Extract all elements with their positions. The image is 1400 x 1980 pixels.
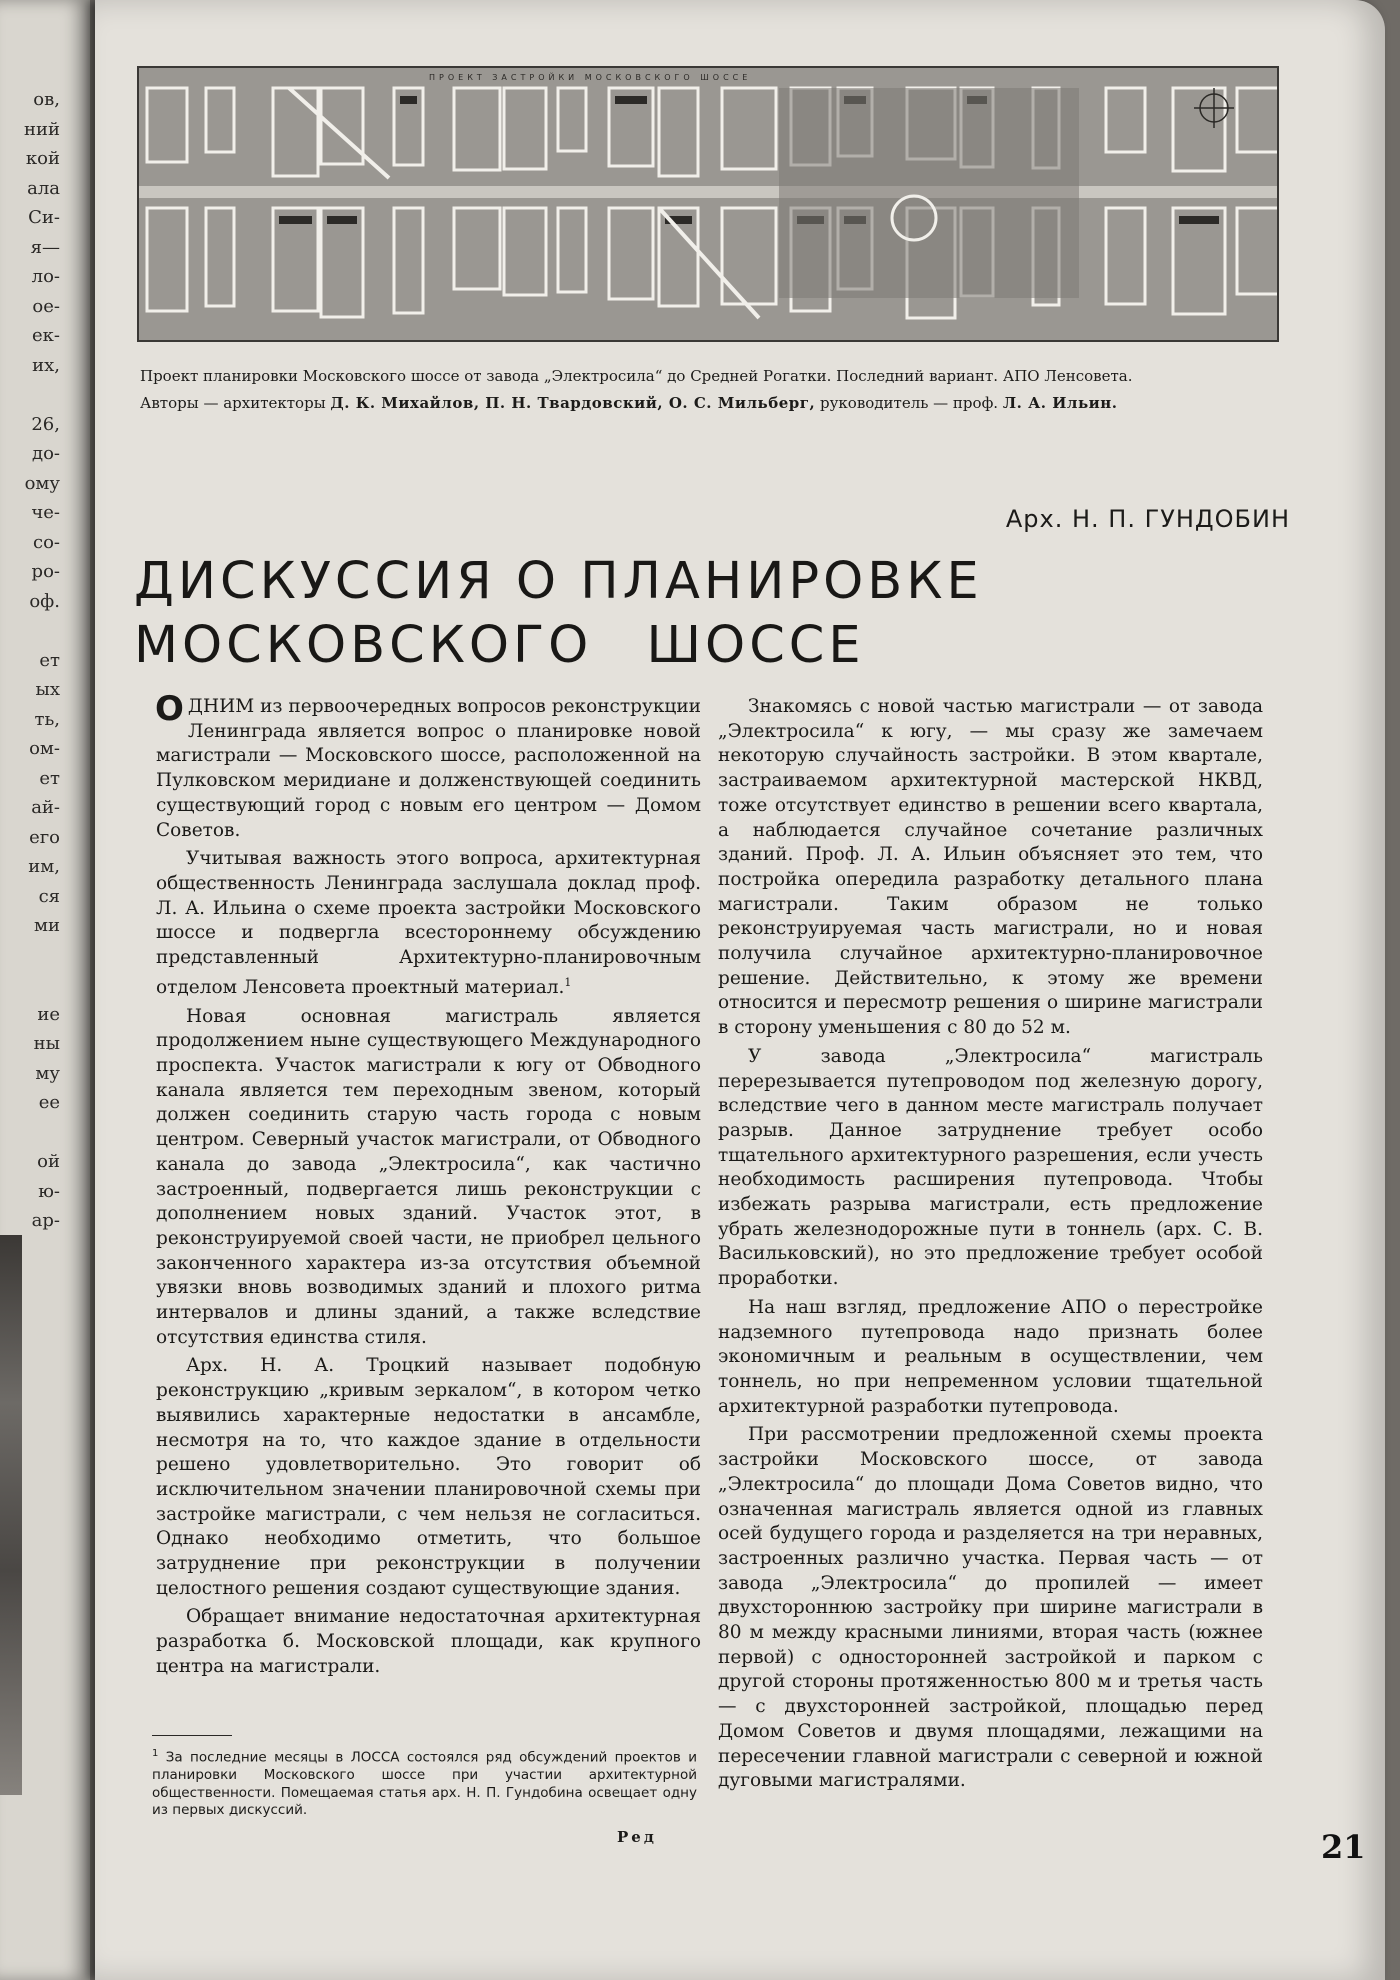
- text-column-right: [718, 695, 1263, 1798]
- plan-building-mark: [279, 216, 312, 224]
- facing-page-fragment: ны: [33, 1033, 60, 1054]
- facing-page-fragment: ой: [37, 1151, 60, 1172]
- footnote-reference: 1: [564, 975, 572, 989]
- article-title-line-1: ДИСКУССИЯ О ПЛАНИРОВКЕ: [134, 552, 983, 611]
- facing-page-photo-fragment: [0, 1235, 22, 1795]
- site-plan-figure: [137, 66, 1279, 342]
- facing-page-fragment: ю-: [38, 1180, 60, 1202]
- facing-page-fragment: ся: [38, 885, 60, 907]
- caption-line-1: Проект планировки Московского шоссе от завода „Электросила“ до Средней Рогатки. Последний вариант. АПО Ленсовета.: [140, 367, 1133, 385]
- facing-page-fragment: ов,: [33, 89, 60, 110]
- facing-page-fragment: [0, 1118, 60, 1148]
- plan-building-mark: [615, 96, 647, 104]
- facing-page-fragment: ом-: [29, 738, 60, 759]
- facing-page-fragment: ет: [39, 767, 60, 789]
- facing-page-fragment: ло-: [31, 266, 60, 287]
- facing-page-fragment: ми: [34, 915, 60, 936]
- facing-page-fragment: че-: [31, 502, 60, 523]
- facing-page-fragment: ых: [35, 679, 60, 700]
- facing-page-fragment: му: [35, 1062, 60, 1084]
- facing-page-fragment: ек-: [32, 325, 60, 346]
- paragraph-3: Новая основная магистраль является продолжением ныне существующего Международного проспекта. Участок магистрали к югу от Обводного канала является тем переходным звеном, который должен соединить старую часть города с новым центром. Северный участок магистрали, от Обводного канала до завода „Электросила“, как частично застроенный, подвергается лишь реконструкции с дополнением новых зданий. Участок этот, в реконструируемой своей части, не приобрел цельного законченного характера из-за отсутствия объемной увязки вновь возводимых зданий и плохого ритма интервалов и длины зданий, а также вследствие отсутствия единства стиля.: [156, 1005, 701, 1348]
- facing-page-fragment: до-: [31, 443, 60, 464]
- article-title-line-2: МОСКОВСКОГО ШОССЕ: [134, 616, 865, 675]
- facing-page-fragment: я—: [30, 236, 60, 258]
- facing-page-fragment: ое-: [32, 295, 60, 317]
- page-number: 21: [1321, 1828, 1366, 1866]
- paragraph-1: [155, 689, 701, 843]
- facing-page-fragment: Си-: [28, 207, 60, 228]
- facing-page-fragment: ому: [24, 472, 60, 494]
- paragraph-2: [156, 847, 701, 1000]
- plan-inscription: ПРОЕКТ ЗАСТРОЙКИ МОСКОВСКОГО ШОССЕ: [429, 73, 752, 82]
- facing-page-fragment: ть,: [34, 708, 60, 730]
- plan-park-area: [779, 88, 1079, 298]
- facing-page-fragment: ала: [27, 177, 60, 199]
- plan-building-mark: [400, 96, 417, 104]
- drop-cap: О: [155, 689, 184, 729]
- caption-line-2: [140, 390, 1280, 417]
- plan-building-mark: [327, 216, 357, 224]
- facing-page-fragment: ее: [38, 1092, 60, 1113]
- editor-mark: Ред: [617, 1828, 657, 1846]
- caption-authors: Д. К. Михайлов, П. Н. Твардовский, О. С. Мильберг,: [330, 394, 816, 412]
- footnote-divider: [152, 1735, 232, 1736]
- facing-page-text-fragments: [0, 85, 60, 1236]
- paragraph-8: На наш взгляд, предложение АПО о перестройке надземного путепровода надо признать более экономичным и реальным в осуществлении, чем тоннель, но при непременном условии тщательной архитектурной разработки путепровода.: [718, 1296, 1263, 1417]
- footnote-text: За последние месяцы в ЛОССА состоялся ряд обсуждений проектов и планировки Московского шоссе при участии архитектурной общественности. Помещаемая статья арх. Н. П. Гундобина освещает одну из первых дискуссий.: [152, 1749, 698, 1818]
- figure-caption: [140, 363, 1280, 417]
- facing-page-fragment: его: [29, 826, 60, 848]
- facing-page-fragment: [0, 380, 60, 410]
- text-column-left: [155, 689, 701, 1684]
- site-plan-drawing: [139, 68, 1277, 340]
- article-author: Арх. Н. П. ГУНДОБИН: [1005, 505, 1290, 533]
- caption-head-prefix: руководитель — проф.: [819, 394, 999, 412]
- facing-page-fragment: им,: [28, 856, 60, 877]
- paragraph-2-text: Учитывая важность этого вопроса, архитектурная общественность Ленинграда заслушала доклад проф. Л. А. Ильина о схеме проекта застройки Московского шоссе и подвергла всестороннему обсуждению представленный Архитектурно-планировочным отделом Ленсовета проектный материал.: [156, 848, 701, 998]
- facing-page-fragment: оф.: [29, 590, 60, 612]
- facing-page-fragment: со-: [33, 531, 60, 553]
- article-title: [134, 550, 1034, 678]
- facing-page-fragment: ний: [24, 118, 60, 140]
- facing-page-fragment: ие: [37, 1003, 60, 1025]
- facing-page-fragment: 26,: [31, 413, 60, 435]
- facing-page-fragment: ет: [39, 649, 60, 671]
- paragraph-6: Знакомясь с новой частью магистрали — от завода „Электросила“ к югу, — мы сразу же замечаем некоторую случайность застройки. В этом квартале, застраиваемом архитектурной мастерской НКВД, тоже отсутствует единство в решении всего квартала, а наблюдается случайное сочетание различных зданий. Проф. Л. А. Ильин объясняет это тем, что постройка опередила разработку детального плана магистрали. Таким образом не только реконструируемая часть магистрали, но и новая получила случайное архитектурно-планировочное решение. Действительно, к этому же времени относится и пересмотр решения о ширине магистрали в сторону уменьшения с 80 до 52 м.: [718, 696, 1263, 1039]
- facing-page-fragment: ро-: [31, 561, 60, 582]
- facing-page-fragment: [0, 970, 60, 1000]
- caption-authors-prefix: Авторы — архитекторы: [140, 394, 326, 412]
- footnote: [152, 1745, 697, 1820]
- paragraph-9: При рассмотрении предложенной схемы проекта застройки Московского шоссе, от завода „Электросила“ до площади Дома Советов видно, что означенная магистраль является одной из главных осей будущего города и разделяется на три неравных, застроенных различно участка. Первая часть — от завода „Электросила“ до пропилей — имеет двухстороннюю застройку при ширине магистрали в 80 м между красными линиями, вторая часть (южнее первой) с односторонней застройкой и парком с другой стороны протяженностью 800 м и третья часть — с двухсторонней застройкой, площадью перед Домом Советов и двумя площадями, лежащими на пересечении главной магистрали с северной и южной дуговыми магистралями.: [718, 1424, 1263, 1792]
- paragraph-4: Арх. Н. А. Троцкий называет подобную реконструкцию „кривым зеркалом“, в котором четко выявились характерные недостатки в ансамбле, несмотря на то, что каждое здание в отдельности решено удовлетворительно. Это говорит об исключительном значении планировочной схемы при застройке магистрали, с чем нельзя не согласиться. Однако необходимо отметить, что большое затруднение при реконструкции в получении целостного решения создают существующие здания.: [156, 1355, 701, 1599]
- caption-head: Л. А. Ильин.: [1002, 394, 1118, 412]
- paragraph-7: У завода „Электросила“ магистраль перерезывается путепроводом под железную дорогу, вследствие чего в данном месте магистраль получает разрыв. Данное затруднение требует особо тщательного архитектурного разрешения, если учесть необходимость расширения путепровода. Чтобы избежать разрыва магистрали, есть предложение убрать железнодорожные пути в тоннель (арх. С. В. Васильковский), но это предложение требует особой проработки.: [718, 1045, 1263, 1290]
- facing-page-fragment: ай-: [31, 797, 60, 818]
- paragraph-1-text: ДНИМ из первоочередных вопросов реконструкции Ленинграда является вопрос о планировке новой магистрали — Московского шоссе, расположенной на Пулковском меридиане и долженствующей соединить существующий город с новым его центром — Домом Советов.: [156, 696, 701, 841]
- facing-page-fragment: ар-: [31, 1210, 60, 1231]
- facing-page-fragment: [0, 616, 60, 646]
- plan-main-road: [139, 186, 1277, 198]
- paragraph-5: Обращает внимание недостаточная архитектурная разработка б. Московской площади, как крупного центра на магистрали.: [156, 1606, 701, 1677]
- footnote-number: 1: [152, 1748, 159, 1759]
- facing-page-fragment: их,: [32, 354, 60, 376]
- facing-page-fragment: [0, 941, 60, 971]
- plan-building-mark: [1179, 216, 1219, 224]
- facing-page-fragment: кой: [25, 148, 60, 169]
- facing-page-edge: [0, 0, 90, 1980]
